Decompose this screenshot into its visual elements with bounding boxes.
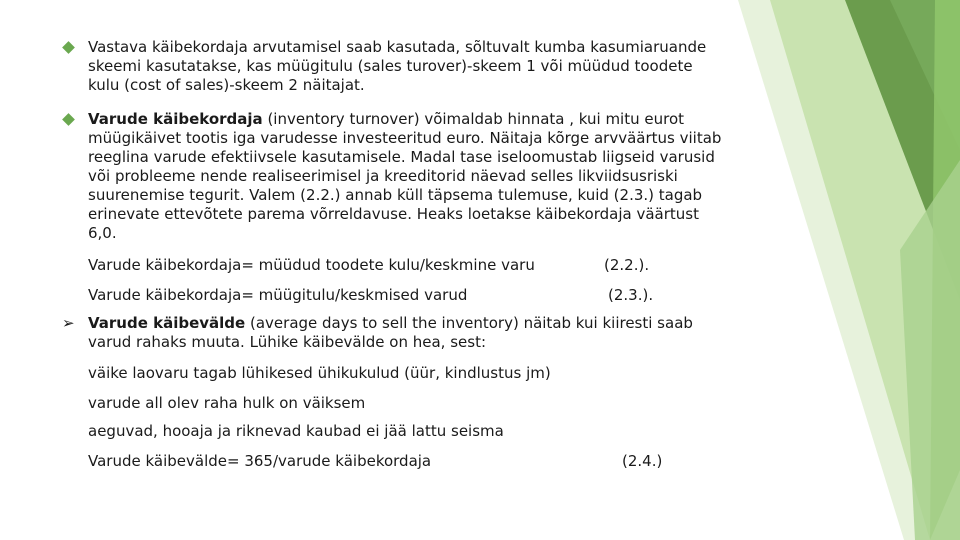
list-item: väike laovaru tagab lühikesed ühikukulud (üür, kindlustus jm) [88, 364, 551, 382]
formula-ref-2-3: (2.3.). [608, 286, 654, 304]
list-item: aeguvad, hooaja ja riknevad kaubad ei jää lattu seisma [88, 422, 504, 440]
list-item: varude all olev raha hulk on väiksem [88, 394, 366, 412]
paragraph-text: Vastava käibekordaja arvutamisel saab kasutada, sõltuvalt kumba kasumiaruande skeemi kasutatakse, kas müügitulu (sales turover)-skeem 1 või müüdud toodete kulu (cost of sales)-skeem 2 näitajat. [88, 38, 707, 94]
paragraph-text [88, 110, 728, 243]
formula-inventory-turnover-cost: Varude käibekordaja= müüdud toodete kulu/keskmine varu [88, 256, 535, 274]
term-bold: Varude käibevälde [88, 314, 246, 332]
paragraph-text [88, 314, 728, 352]
formula-inventory-turnover-sales: Varude käibekordaja= müügitulu/keskmised varud [88, 286, 468, 304]
term-bold: Varude käibekordaja [88, 110, 263, 128]
arrow-bullet-icon: ➢ [62, 314, 75, 332]
formula-ref-2-4: (2.4.) [622, 452, 663, 470]
formula-inventory-days: Varude käibevälde= 365/varude käibekordaja [88, 452, 432, 470]
term-description: (inventory turnover) võimaldab hinnata , kui mitu eurot müügikäivet tootis iga varudesse investeeritud euro. Näitaja kõrge arvväärtus viitab reeglina varude efektiivsele kasutamisele. Madal tase iseloomustab liigseid varusid või probleeme nende realiseerimisel ja kreeditorid näevad selles likviidsusriski suurenemise tegurit. Valem (2.2.) annab küll täpsema tulemuse, kuid (2.3.) tagab erinevate ettevõtete parema võrreldavuse. Heaks loetakse käibekordaja väärtust 6,0. [88, 110, 722, 242]
formula-ref-2-2: (2.2.). [604, 256, 650, 274]
term-description: (average days to sell the inventory) näitab kui kiiresti saab varud rahaks muuta. Lühike käibevälde on hea, sest: [88, 314, 693, 351]
